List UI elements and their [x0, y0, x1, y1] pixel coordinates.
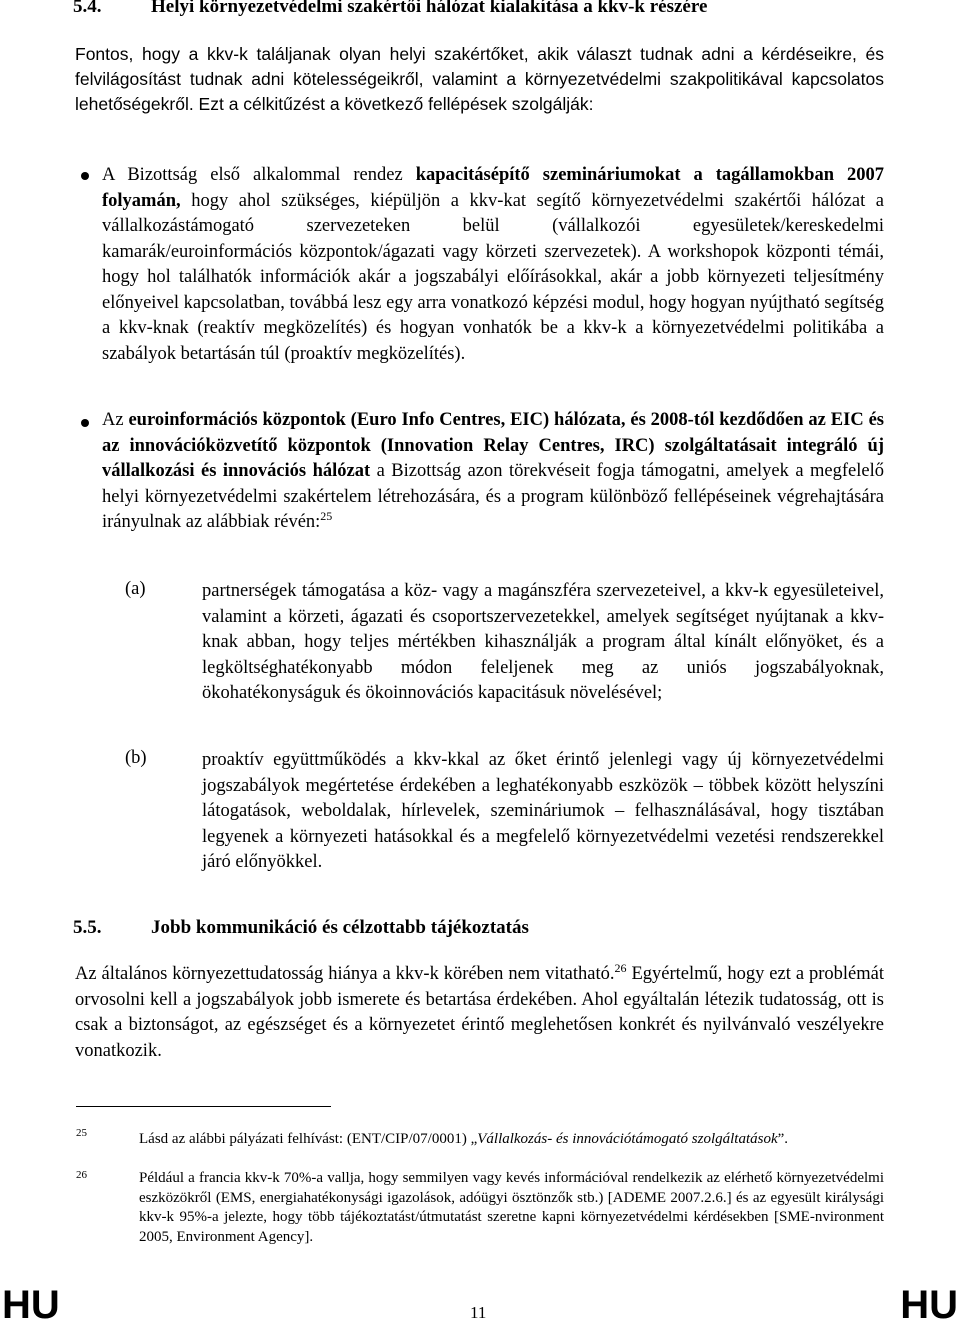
footer-lang-left: HU [2, 1283, 60, 1327]
footnote-25-italic: Vállalkozás- és innovációtámogató szolgáltatások [477, 1131, 778, 1147]
para55-text-2: Egyértelmű, hogy ezt a problémát orvosolni kell a jogszabályok jobb ismerete és betartása érdekében. Ahol egyáltalán létezik tudatosság, ott is csak a biztonságot, az egészséget és a környezetet érintő meglehetősen konkrét és nyilvánvaló veszélyekre vonatkozik. [75, 964, 884, 1061]
bullet-icon [81, 172, 89, 180]
footer-lang-right: HU [900, 1283, 958, 1327]
item-label-b: (b) [125, 748, 147, 768]
bullet2-text-2: a Bizottság azon törekvéseit fogja támogatni, amelyek a megfelelő helyi környezetvédelmi szakértelem létrehozására, és a program különböző fellépéseinek végrehajtására irányulnak az alábbiak révén: [102, 461, 884, 532]
para55-text-1: Az általános környezettudatosság hiánya a kkv-k körében nem vitatható. [75, 964, 615, 984]
item-text-a: partnerségek támogatása a köz- vagy a magánszféra szervezeteivel, a kkv-k egyesületeivel, valamint a körzeti, ágazati és csoportszervezetekkel, amelyek segítséget nyújtanak a kkv-knak abban, hogy teljes mértékben kihasználják a program által kínált előnyöket, és a legköltséghatékonyabb módon feleljenek meg az uniós jogszabályoknak, ökohatékonyságuk és ökoinnovációs kapacitásuk növelésével; [202, 581, 884, 703]
item-text-b: proaktív együttműködés a kkv-kkal az őket érintő jelenlegi vagy új környezetvédelmi jogszabályok megértetése érdekében a leghatékonyabb eszközök – többek között helyszíni látogatások, weboldalak, hírlevelek, szemináriumok – felhasználásával, hogy tisztában legyenek a környezeti hatásokkal és a megfelelő környezetvédelmi vezetési rendszerekkel járó előnyökkel. [202, 750, 884, 872]
section-title: Jobb kommunikáció és célzottabb tájékoztatás [151, 917, 529, 938]
section-heading-5-4 [73, 0, 707, 18]
bullet2-text-1: Az [102, 410, 129, 430]
intro-paragraph: Fontos, hogy a kkv-k találjanak olyan helyi szakértőket, akik választ tudnak adni a kérdéseikre, és felvilágosítást tudnak adni kötelességeikről, valamint a környezetvédelmi szakpolitikával kapcsolatos lehetőségekről. Ezt a célkitűzést a következő fellépések szolgálják: [75, 44, 884, 114]
section-heading-5-5 [73, 917, 529, 939]
bullet-paragraph-2 [102, 408, 884, 536]
section-number: 5.4. [73, 0, 102, 17]
footnote-number-26: 26 [76, 1169, 87, 1181]
bullet-icon [81, 419, 89, 427]
footnote-26: Például a francia kkv-k 70%-a vallja, hogy semmilyen vagy kevés információval rendelkezik az elérhető környezetvédelmi eszközökről (EMS, energiahatékonysági igazolások, adóügyi ösztönzők stb.) [ADEME 2007.2.6.] és az egyesült királysági kkv-k 95%-a jelezte, hogy több tájékoztatást/útmutatást szeretne kapni környezetvédelmi kérdésekben [SME-nvironment 2005, Environment Agency]. [139, 1170, 884, 1245]
bullet1-text-2: hogy ahol szükséges, kiépüljön a kkv-kat segítő környezetvédelmi szakértői hálózat a vállalkozástámogató szervezeteken belül (vállalkozói egyesületek/kereskedelmi kamarák/euroinformációs központok/ágazati vagy körzeti szervezetek). A workshopok központi témái, hogy hol találhatók információk akár a jogszabályi előírásokkal, akár a jobb környezeti teljesítmény előnyeivel kapcsolatban, továbbá lesz egy arra vonatkozó képzési modul, hogy hogyan nyújtható segítség a kkv-knak (reaktív megközelítés) és hogyan vonhatók be a kkv-k a környezetvédelmi politikába a szabályok betartásán túl (proaktív megközelítés). [102, 190, 884, 364]
bullet2-bold: euroinformációs központok (Euro Info Centres, EIC) hálózata, és 2008-tól kezdődően az EIC és az innovációközvetítő központok (Innovation Relay Centres, IRC) szolgáltatásait integráló új vállalkozási és innovációs hálózat [102, 410, 884, 481]
paragraph-5-5 [75, 962, 884, 1064]
page-number: 11 [470, 1303, 487, 1322]
footnote-number-25: 25 [76, 1127, 87, 1139]
footnote-25 [139, 1130, 884, 1150]
item-label-a: (a) [125, 579, 146, 599]
footnote-ref-25[interactable]: 25 [320, 509, 333, 523]
section-number: 5.5. [73, 917, 102, 938]
footnote-ref-26[interactable]: 26 [614, 961, 627, 975]
bullet1-bold: kapacitásépítő szemináriumokat a tagállamokban 2007 folyamán, [102, 165, 884, 211]
bullet-paragraph-1 [102, 163, 884, 367]
footnote-25-text: Lásd az alábbi pályázati felhívást: (ENT/CIP/07/0001) „ [139, 1131, 478, 1147]
footnote-separator [76, 1106, 331, 1107]
section-title: Helyi környezetvédelmi szakértői hálózat kialakítása a kkv-k részére [151, 0, 708, 17]
footnote-25-tail: ”. [777, 1131, 789, 1147]
bullet1-text-1: A Bizottság első alkalommal rendez [102, 165, 416, 185]
